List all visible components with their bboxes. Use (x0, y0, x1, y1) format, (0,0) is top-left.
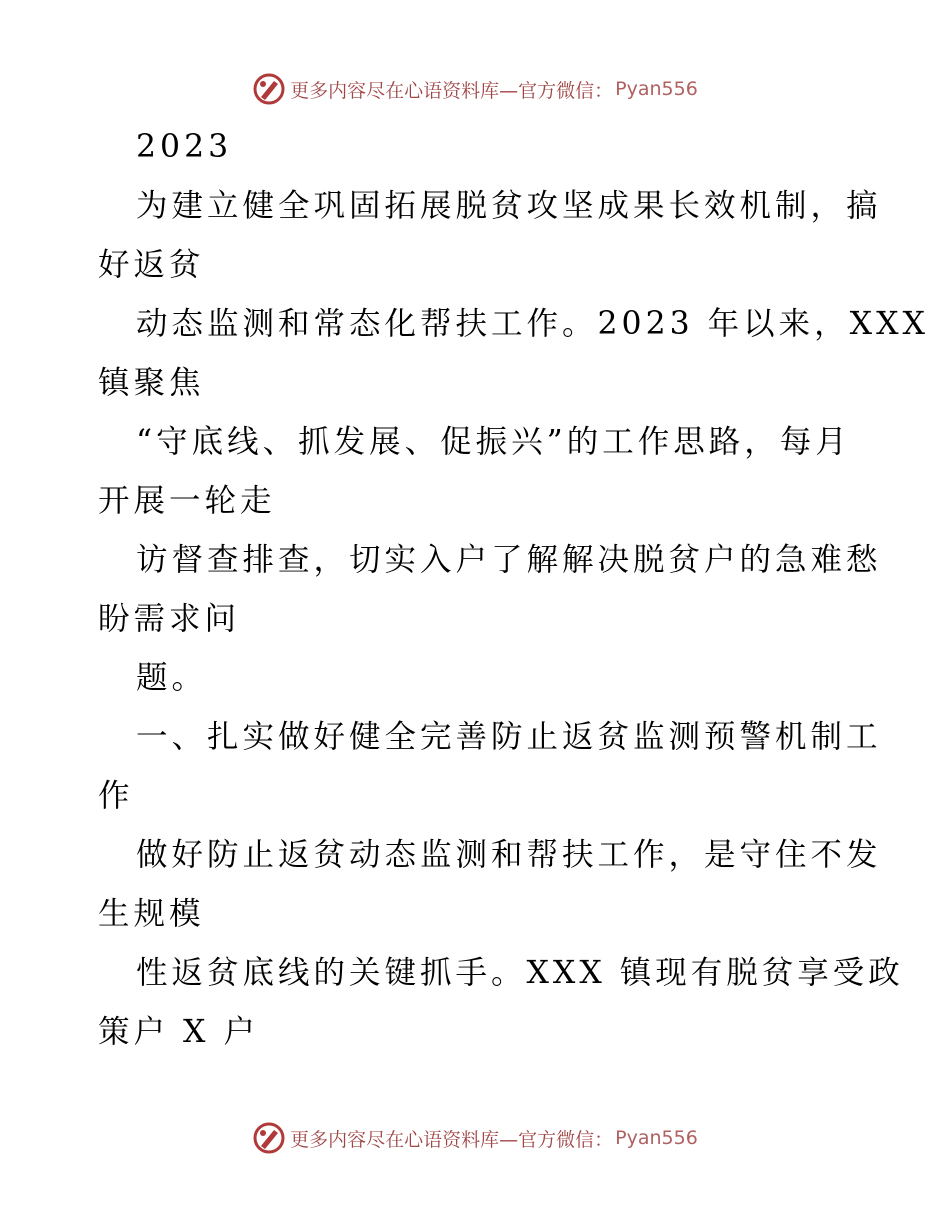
document-body (98, 118, 929, 1062)
header-wechat-id: Pyan556 (615, 78, 698, 100)
doc-line: 作 (98, 778, 134, 814)
header-watermark-text: 更多内容尽在心语资料库—官方微信： (290, 79, 614, 102)
pen-logo-icon (252, 1121, 286, 1155)
doc-line: 做好防止返贫动态监测和帮扶工作，是守住不发 (136, 837, 882, 873)
doc-line: 为建立健全巩固拓展脱贫攻坚成果长效机制，搞 (136, 188, 882, 224)
doc-line: 盼需求问 (98, 601, 241, 637)
doc-line: 动态监测和常态化帮扶工作。2023 年以来，XXX (136, 306, 929, 342)
doc-line: 题。 (136, 660, 208, 696)
footer-wechat-id: Pyan556 (615, 1127, 698, 1149)
doc-line: 开展一轮走 (98, 483, 276, 519)
footer-watermark (0, 1121, 950, 1155)
doc-line: 策户 X 户 (98, 1014, 259, 1050)
pen-logo-icon (252, 72, 286, 106)
doc-line: 访督查排查，切实入户了解解决脱贫户的急难愁 (136, 542, 882, 578)
section-heading: 一、扎实做好健全完善防止返贫监测预警机制工 (136, 719, 882, 755)
doc-line: 性返贫底线的关键抓手。XXX 镇现有脱贫享受政 (136, 955, 904, 991)
doc-line: “守底线、抓发展、促振兴”的工作思路，每月 (136, 424, 851, 460)
doc-line: 2023 (136, 129, 233, 165)
doc-line: 镇聚焦 (98, 365, 205, 401)
header-watermark (0, 72, 950, 106)
footer-watermark-text: 更多内容尽在心语资料库—官方微信： (290, 1128, 614, 1151)
doc-line: 生规模 (98, 896, 205, 932)
doc-line: 好返贫 (98, 247, 205, 283)
